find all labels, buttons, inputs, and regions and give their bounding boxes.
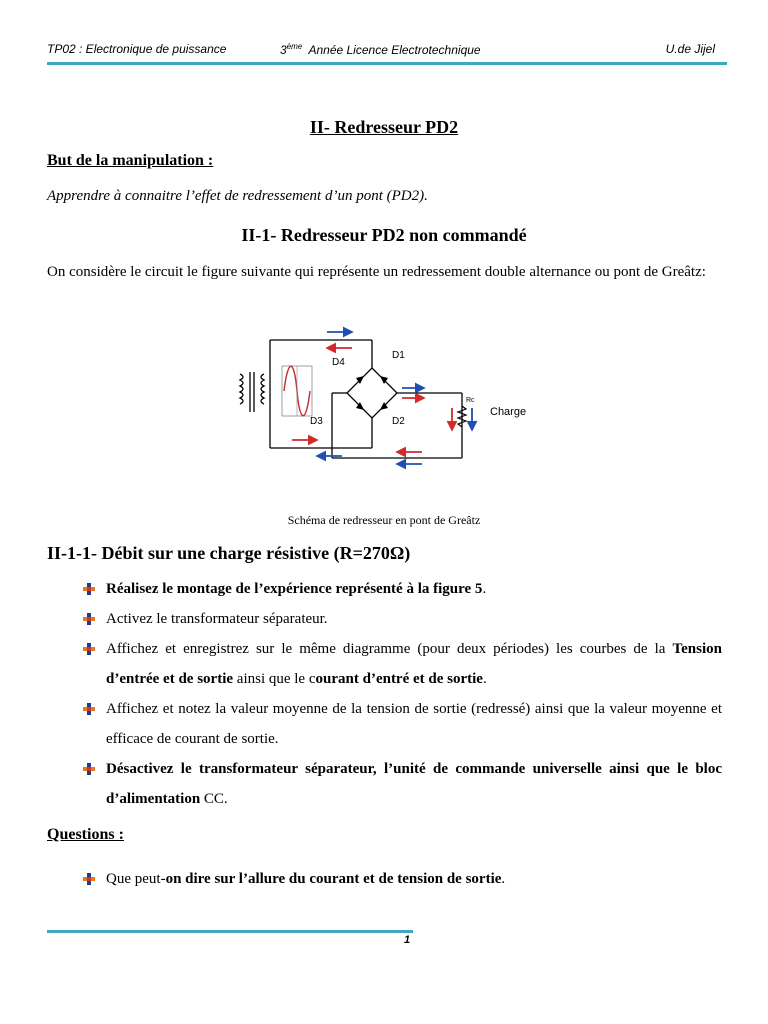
intro-paragraph: On considère le circuit le figure suivante qui représente un redressement double alternance ou pont de Greâtz: [47, 264, 706, 280]
list-item-text: Activez le transformateur séparateur. [106, 611, 328, 627]
list-item [82, 754, 722, 814]
footer-divider [47, 930, 413, 933]
list-item [82, 634, 722, 694]
sine-source-icon [282, 366, 312, 416]
bullet-plus-icon [82, 702, 96, 716]
aim-heading: But de la manipulation : [47, 152, 214, 169]
page-title: II- Redresseur PD2 [309, 117, 459, 137]
list-item-text: Affichez et enregistrez sur le même diagramme (pour deux périodes) les courbes de la [106, 641, 673, 657]
list-item-text: . [482, 581, 487, 597]
label-rc: Rc [466, 397, 475, 404]
list-item-text: on dire sur l’allure du courant et de tension de sortie [165, 871, 502, 887]
bullet-plus-icon [82, 642, 96, 656]
aim-text: Apprendre à connaitre l’effet de redressement d’un pont (PD2). [47, 188, 428, 204]
header-course: TP02 : Electronique de puissance [47, 42, 227, 56]
bullet-plus-icon [82, 872, 96, 886]
label-d1: D1 [392, 350, 405, 361]
label-d4: D4 [332, 357, 345, 368]
list-item [82, 694, 722, 754]
label-charge: Charge [490, 406, 527, 418]
page-number: 1 [404, 934, 411, 946]
diode-symbols [356, 376, 388, 410]
list-item-text: figure 5 [433, 581, 483, 597]
header-level-num: 3 [280, 43, 287, 57]
label-d2: D2 [392, 416, 405, 427]
list-item-text: . [501, 871, 506, 887]
list-item-text: ainsi que le c [233, 671, 316, 687]
list-item-text: Affichez et notez la valeur moyenne de la tension de sortie (redressé) ainsi que la valeur moyenne et efficace de courant de sortie. [106, 701, 722, 747]
questions-heading: Questions : [47, 826, 124, 843]
list-item [82, 604, 722, 634]
list-item [82, 574, 722, 604]
list-item-text: Tension d’entrée et de sortie [106, 641, 722, 687]
list-item-text: ourant d’entré et de sortie [315, 671, 483, 687]
list-item-text: Réalisez le montage de l’expérience représenté à la [106, 581, 434, 597]
header-level-sup: ème [286, 42, 303, 51]
bullet-plus-icon [82, 582, 96, 596]
list-item-text: Désactivez le transformateur séparateur, l’unité de commande universelle ainsi que le bloc d’alimentation [106, 761, 722, 807]
list-item-text: . [482, 671, 487, 687]
list-item-text: Que peut- [106, 871, 166, 887]
steps-list [82, 574, 722, 814]
bullet-plus-icon [82, 612, 96, 626]
bridge-rectifier-diagram [232, 318, 542, 478]
header-level-rest: Année Licence Electrotechnique [302, 43, 481, 57]
figure-caption: Schéma de redresseur en pont de Greâtz [287, 513, 481, 527]
header-university: U.de Jijel [665, 42, 715, 56]
header-level [280, 42, 481, 57]
header-divider [47, 62, 727, 65]
questions-list [82, 864, 722, 894]
bullet-plus-icon [82, 762, 96, 776]
page-header [47, 42, 727, 62]
current-arrows [292, 332, 472, 464]
list-item-text: CC. [203, 791, 228, 807]
label-d3: D3 [310, 416, 323, 427]
section-title: II-1- Redresseur PD2 non commandé [241, 225, 527, 245]
list-item [82, 864, 722, 894]
subsection-title: II-1-1- Débit sur une charge résistive (R=270Ω) [47, 543, 411, 563]
